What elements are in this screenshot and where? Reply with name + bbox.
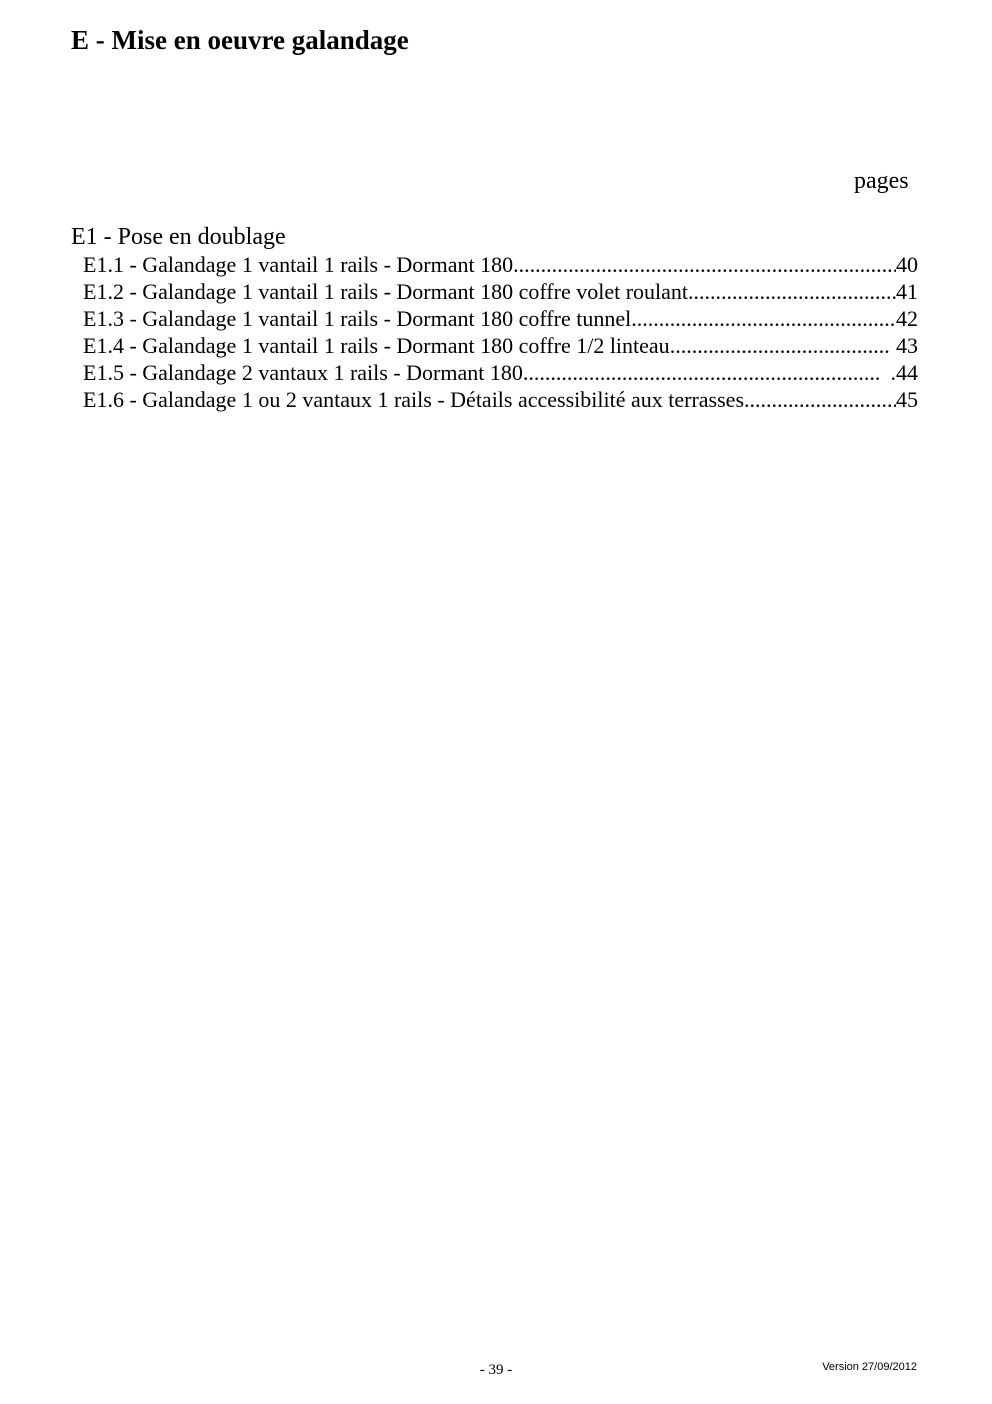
toc-entry-page: .44: [879, 360, 918, 385]
toc-entry-label: E1.1 - Galandage 1 vantail 1 rails - Dormant 180: [83, 252, 514, 277]
dot-leader: [513, 251, 896, 278]
toc-entry-page: 43: [890, 333, 918, 358]
footer-version: Version 27/09/2012: [822, 1361, 917, 1373]
toc-entry-label: E1.4 - Galandage 1 vantail 1 rails - Dormant 180 coffre 1/2 linteau: [83, 333, 670, 358]
dot-leader: [631, 305, 896, 332]
dot-leader: [688, 278, 896, 305]
toc-entry-label: E1.5 - Galandage 2 vantaux 1 rails - Dormant 180: [83, 360, 523, 385]
toc-entry-label: E1.2 - Galandage 1 vantail 1 rails - Dormant 180 coffre volet roulant: [83, 279, 689, 304]
toc-entry-e1-3[interactable]: [83, 305, 918, 332]
footer-page-number: - 39 -: [479, 1362, 513, 1378]
toc-entry-e1-5[interactable]: [83, 359, 918, 386]
document-title: E - Mise en oeuvre galandage: [71, 25, 409, 55]
pages-column-label: pages: [854, 168, 909, 194]
section-title: E1 - Pose en doublage: [71, 224, 286, 250]
dot-leader: [670, 332, 891, 359]
toc-entry-e1-1[interactable]: [83, 251, 918, 278]
toc-entry-e1-6[interactable]: [83, 386, 918, 413]
toc-entry-page: 41: [896, 279, 918, 304]
dot-leader: [523, 359, 880, 386]
toc-entry-e1-4[interactable]: [83, 332, 918, 359]
toc-entry-e1-2[interactable]: [83, 278, 918, 305]
toc-entry-page: 42: [896, 306, 918, 331]
table-of-contents: [83, 251, 918, 413]
dot-leader: [744, 386, 896, 413]
toc-entry-page: 40: [896, 252, 918, 277]
toc-entry-label: E1.6 - Galandage 1 ou 2 vantaux 1 rails - Détails accessibilité aux terrasses: [83, 387, 744, 412]
toc-entry-label: E1.3 - Galandage 1 vantail 1 rails - Dormant 180 coffre tunnel: [83, 306, 632, 331]
toc-entry-page: 45: [896, 387, 918, 412]
